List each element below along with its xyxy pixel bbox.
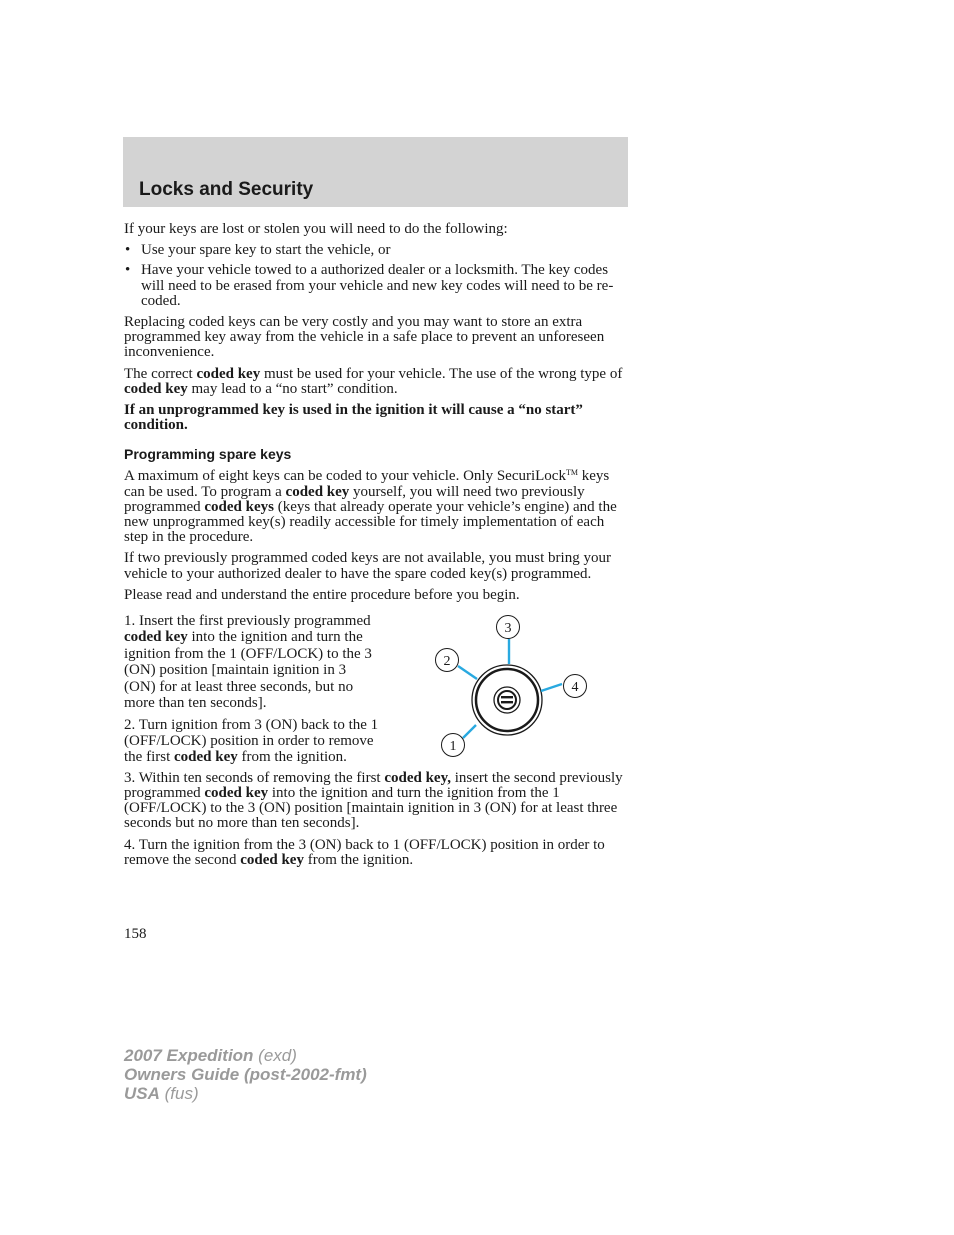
warning-paragraph: If an unprogrammed key is used in the ignition it will cause a “no start” condition.	[124, 402, 583, 434]
key-slot	[501, 701, 513, 703]
steps-with-diagram	[124, 613, 630, 766]
position-1-line	[463, 725, 476, 738]
footer-line-market: USA (fus)	[124, 1084, 199, 1103]
bullet-item: • Use your spare key to start the vehicle, or	[124, 243, 630, 258]
steps-narrow-column	[124, 613, 379, 766]
section-title: Locks and Security	[139, 179, 314, 200]
position-4-line	[541, 684, 562, 691]
not-available-paragraph: If two previously programmed coded keys are not available, you must bring your vehicle to your authorized dealer to have the spare coded key(s) programmed.	[124, 550, 611, 582]
subheading-programming: Programming spare keys	[124, 446, 292, 463]
section-header-band	[123, 137, 628, 207]
callout-label-3: 3	[504, 621, 512, 637]
callout-label-2: 2	[443, 654, 451, 670]
document-footer	[124, 1046, 367, 1103]
position-4-callout	[564, 675, 587, 698]
step-4: 4. Turn the ignition from the 3 (ON) back to 1 (OFF/LOCK) position in order to remove the second coded key from the ignition.	[124, 836, 605, 868]
footer-line-guide: Owners Guide (post-2002-fmt)	[124, 1065, 367, 1084]
maximum-keys-paragraph: A maximum of eight keys can be coded to your vehicle. Only SecuriLock™ keys can be used. To program a coded key yourself, you will need two previously programmed coded keys (keys that already operate your vehicle’s engine) and the new unprogrammed key(s) readily accessible for timely implementation of each step in the procedure.	[124, 468, 617, 546]
step-3: 3. Within ten seconds of removing the first coded key, insert the second previously programmed coded key into the ignition and turn the ignition from the 1 (OFF/LOCK) to the 3 (ON) position [maintain ignition in 3 (ON) for at least three seconds but no more than ten seconds].	[124, 769, 623, 832]
callout-label-1: 1	[449, 739, 457, 755]
key-slot	[501, 696, 513, 698]
bullet-item: • Have your vehicle towed to a authorized dealer or a locksmith. The key codes will need to be erased from your vehicle and new key codes will need to be re-coded.	[124, 263, 630, 309]
page-number: 158	[124, 926, 147, 942]
bullet-list	[124, 243, 630, 309]
page-content	[124, 222, 630, 874]
replacing-paragraph: Replacing coded keys can be very costly and you may want to store an extra programmed key away from the vehicle in a safe place to prevent an unforeseen inconvenience.	[124, 314, 605, 361]
trademark-mark: TM	[565, 468, 578, 478]
ignition-diagram	[420, 609, 590, 769]
footer-line-model: 2007 Expedition (exd)	[124, 1046, 297, 1065]
position-2-callout	[436, 649, 459, 672]
intro-paragraph: If your keys are lost or stolen you will need to do the following:	[124, 221, 508, 237]
position-3-callout	[497, 616, 520, 639]
position-2-line	[458, 666, 477, 679]
position-1-callout	[442, 734, 465, 757]
correct-key-paragraph: The correct coded key must be used for your vehicle. The use of the wrong type of coded key may lead to a “no start” condition.	[124, 365, 623, 397]
read-first-paragraph: Please read and understand the entire procedure before you begin.	[124, 586, 520, 603]
step-1: 1. Insert the first previously programmed coded key into the ignition and turn the ignition from the 1 (OFF/LOCK) to the 3 (ON) position [maintain ignition in 3 (ON) for at least three seconds, but no more than ten seconds].	[124, 613, 372, 712]
callout-label-4: 4	[571, 680, 579, 696]
step-2: 2. Turn ignition from 3 (ON) back to the 1 (OFF/LOCK) position in order to remove the first coded key from the ignition.	[124, 716, 379, 766]
